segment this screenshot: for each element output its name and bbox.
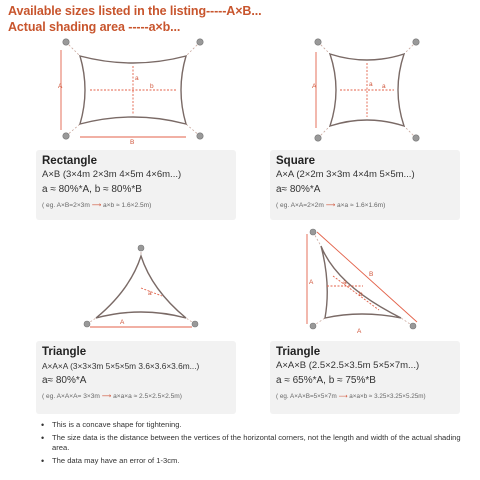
tri1-label-A: A xyxy=(120,319,125,326)
triangle-right-info-panel xyxy=(270,341,460,414)
note-item: • The size data is the distance between the vertices of the horizontal corners, not the length and width of the actual shading area. xyxy=(40,433,470,453)
panel-example: ( eg. A×A×B=5×5×7m ⟶ a×a×b ≈ 3.25×3.25×5.25m) xyxy=(276,393,426,400)
square-shade-diagram xyxy=(312,36,422,144)
triangle-equal-shade-diagram xyxy=(82,244,200,330)
square-label-a-horizontal: a xyxy=(382,83,386,90)
tri2-label-B: B xyxy=(369,271,374,278)
panel-sizes: A×A (2×2m 3×3m 4×4m 5×5m...) xyxy=(276,169,415,180)
triangle-right-shade-diagram xyxy=(303,226,421,334)
square-label-A: A xyxy=(312,83,317,90)
panel-formula: a ≈ 65%*A, b ≈ 75%*B xyxy=(276,375,376,386)
rect-label-b: b xyxy=(150,83,154,90)
panel-example: ( eg. A×A×A= 3×3m ⟶ a×a×a ≈ 2.5×2.5×2.5m) xyxy=(42,393,182,400)
triangle-right-shade-outline xyxy=(321,246,401,318)
square-info-panel xyxy=(270,150,460,220)
panel-formula: a ≈ 80%*A, b ≈ 80%*B xyxy=(42,184,142,195)
rect-label-B: B xyxy=(130,139,135,144)
panel-title: Square xyxy=(276,155,315,167)
panel-example: ( eg. A×B=2×3m ⟶ a×b ≈ 1.6×2.5m) xyxy=(42,202,152,209)
arrow-icon: ⟶ xyxy=(325,202,336,209)
panel-title: Triangle xyxy=(276,346,321,358)
tri2-label-a: a xyxy=(343,279,347,286)
rectangle-info-panel xyxy=(36,150,236,220)
notes-list xyxy=(40,420,470,469)
panel-formula: a≈ 80%*A xyxy=(276,184,321,195)
panel-formula: a≈ 80%*A xyxy=(42,375,87,386)
panel-title: Rectangle xyxy=(42,155,97,167)
note-item: • The data may have an error of 1-3cm. xyxy=(40,456,470,466)
tri2-label-A-bottom: A xyxy=(357,328,362,334)
tri1-label-a: a xyxy=(148,290,152,297)
tri2-label-b: b xyxy=(359,291,363,298)
panel-example: ( eg. A×A=2×2m ⟶ a×a ≈ 1.6×1.6m) xyxy=(276,202,386,209)
rect-label-A: A xyxy=(58,83,63,90)
header-sizes-line: Available sizes listed in the listing-----A×B... xyxy=(8,4,262,18)
header-shading-line: Actual shading area -----a×b... xyxy=(8,20,181,34)
square-label-a-vertical: a xyxy=(369,81,373,88)
arrow-icon: ⟶ xyxy=(101,393,112,400)
panel-sizes: A×A×A (3×3×3m 5×5×5m 3.6×3.6×3.6m...) xyxy=(42,361,200,371)
panel-title: Triangle xyxy=(42,346,87,358)
rectangle-shade-diagram xyxy=(58,36,208,144)
triangle-equal-info-panel xyxy=(36,341,236,414)
tri2-label-A-vertical: A xyxy=(309,279,314,286)
note-item: • This is a concave shape for tightening. xyxy=(40,420,470,430)
arrow-icon: ⟶ xyxy=(91,202,102,209)
triangle-equal-shade-outline xyxy=(96,256,186,318)
panel-sizes: A×A×B (2.5×2.5×3.5m 5×5×7m...) xyxy=(276,360,420,371)
rect-label-a: a xyxy=(135,75,139,82)
arrow-icon: ⟶ xyxy=(338,393,348,400)
panel-sizes: A×B (3×4m 2×3m 4×5m 4×6m...) xyxy=(42,169,182,180)
